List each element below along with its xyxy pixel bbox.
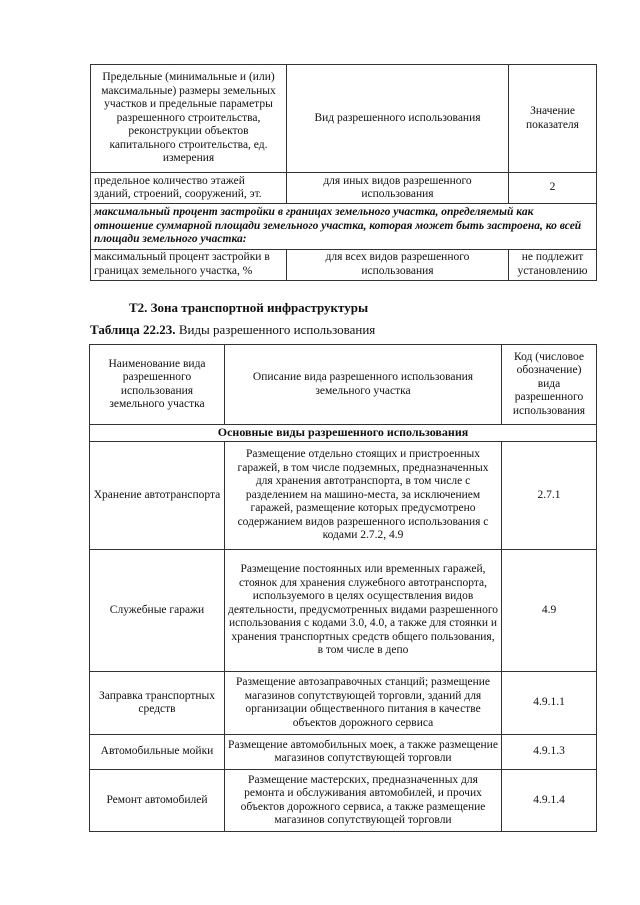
use-description-cell: Размещение отдельно стоящих и пристроенных гаражей, в том числе подземных, предназначенных для хранения автотранспорта, в том числе с разделением на машино-места, за исключением гаражей, размещение которых предусмотрено содержанием видов разрешенного использования с кодами 2.7.2, 4.9: [225, 442, 502, 550]
use-code-cell: 4.9.1.1: [502, 672, 597, 735]
use-name-cell: Автомобильные мойки: [90, 735, 225, 770]
use-description-cell: Размещение автозаправочных станций; размещение магазинов сопутствующей торговли, зданий для организации общественного питания в качестве объектов дорожного сервиса: [225, 672, 502, 735]
use-code-cell: 4.9.1.4: [502, 770, 597, 832]
table-row: [90, 735, 597, 770]
use-description-cell: Размещение постоянных или временных гаражей, стоянок для хранения служебного автотранспорта, используемого в целях осуществления видов деятельности, предусмотренных видами разрешенного использования с кодами 3.0, 4.0, а также для стоянки и хранения транспортных средств общего пользования, в том числе в депо: [225, 550, 502, 672]
table-caption-label: Таблица 22.23.: [90, 322, 176, 337]
header-use-description: Описание вида разрешенного использования земельного участка: [225, 345, 502, 425]
table-row: [90, 770, 597, 832]
building-percent-note: максимальный процент застройки в границах земельного участка, определяемый как отношение суммарной площади земельного участка, которая может быть застроена, ко всей площади земельного участка:: [91, 204, 597, 250]
header-use-type: Вид разрешенного использования: [287, 65, 509, 173]
section-title: Основные виды разрешенного использования: [90, 425, 597, 442]
use-description-cell: Размещение автомобильных моек, а также размещение магазинов сопутствующей торговли: [225, 735, 502, 770]
header-parameter: Предельные (минимальные и (или) максимальные) размеры земельных участков и предельные параметры разрешенного строительства, реконструкции объектов капитального строительства, ед. измерения: [91, 65, 287, 173]
use-code-cell: 4.9.1.3: [502, 735, 597, 770]
use-name-cell: Хранение автотранспорта: [90, 442, 225, 550]
parameter-cell: предельное количество этажей зданий, строений, сооружений, эт.: [91, 173, 287, 204]
use-type-cell: для иных видов разрешенного использования: [287, 173, 509, 204]
value-cell: не подлежит установлению: [509, 249, 597, 280]
header-use-name: Наименование вида разрешенного использования земельного участка: [90, 345, 225, 425]
parameters-table: [90, 64, 597, 281]
table-caption: [90, 322, 375, 338]
section-row: [90, 425, 597, 442]
table-caption-text: Виды разрешенного использования: [175, 322, 376, 337]
use-name-cell: Служебные гаражи: [90, 550, 225, 672]
note-row: [91, 204, 597, 250]
value-cell: 2: [509, 173, 597, 204]
table-row: [90, 442, 597, 550]
table-row: [91, 249, 597, 280]
table-row: [90, 550, 597, 672]
use-code-cell: 2.7.1: [502, 442, 597, 550]
table-row: [90, 672, 597, 735]
use-description-cell: Размещение мастерских, предназначенных для ремонта и обслуживания автомобилей, и прочих объектов дорожного сервиса, а также размещение магазинов сопутствующей торговли: [225, 770, 502, 832]
zone-heading: Т2. Зона транспортной инфраструктуры: [129, 300, 369, 315]
parameter-cell: максимальный процент застройки в границах земельного участка, %: [91, 249, 287, 280]
table-header-row: [91, 65, 597, 173]
header-value: Значение показателя: [509, 65, 597, 173]
use-code-cell: 4.9: [502, 550, 597, 672]
table-header-row: [90, 345, 597, 425]
header-use-code: Код (числовое обозначение) вида разрешенного использования: [502, 345, 597, 425]
permitted-uses-table: [89, 344, 597, 832]
table-row: [91, 173, 597, 204]
use-type-cell: для всех видов разрешенного использования: [287, 249, 509, 280]
use-name-cell: Заправка транспортных средств: [90, 672, 225, 735]
use-name-cell: Ремонт автомобилей: [90, 770, 225, 832]
